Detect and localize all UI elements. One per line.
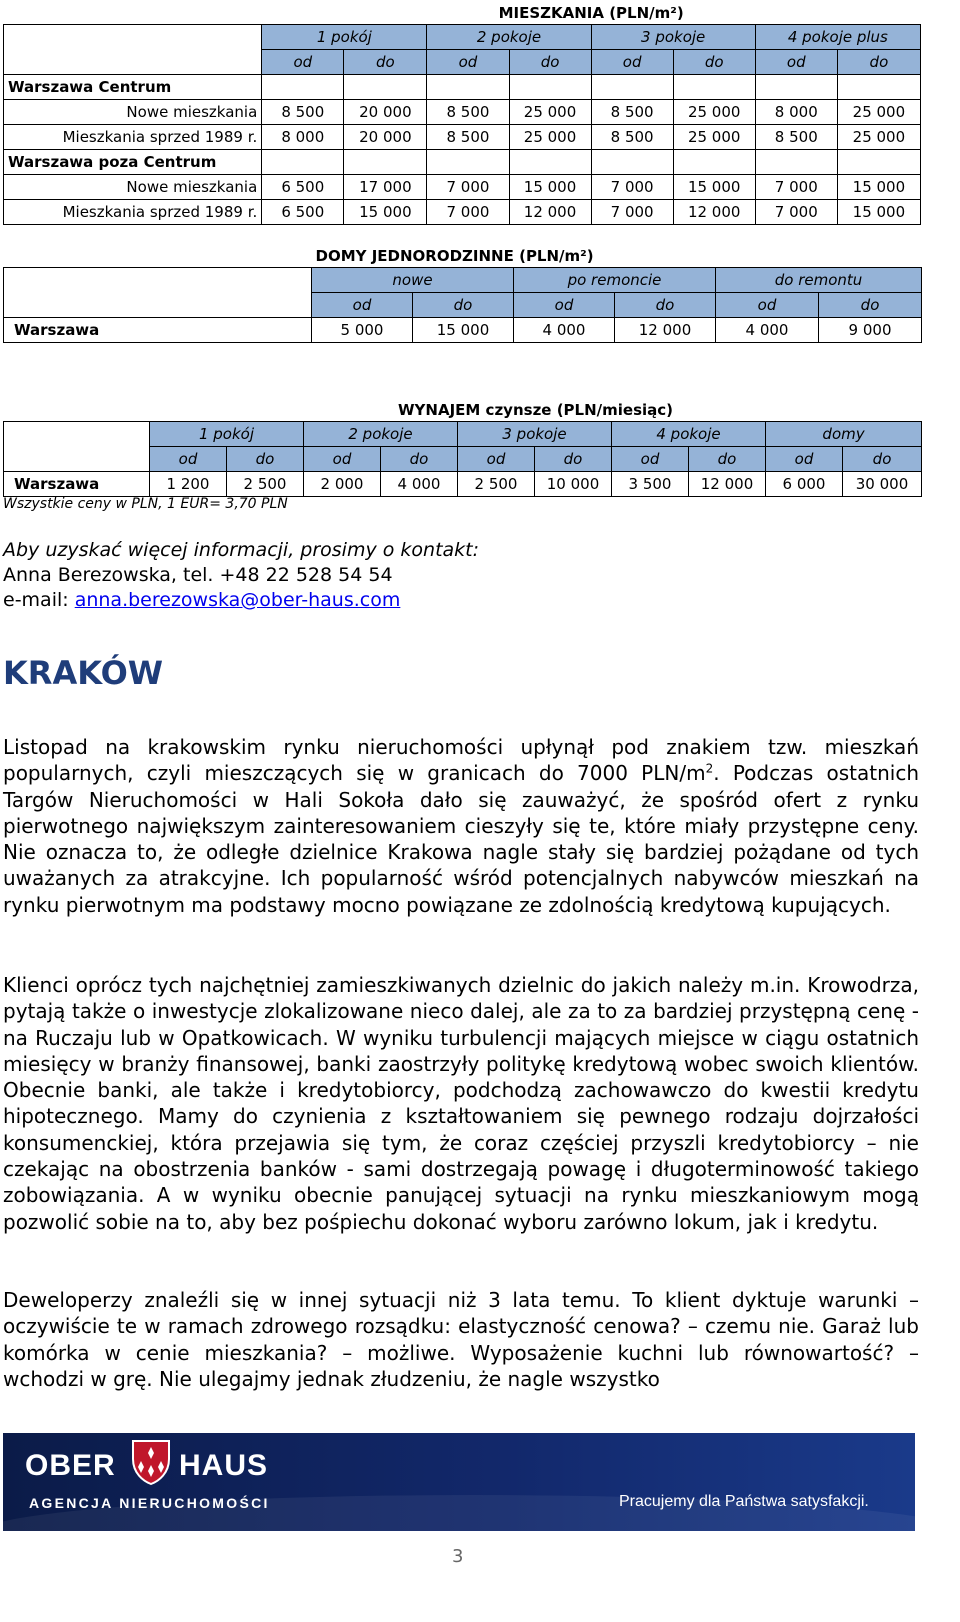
subheader-cell: od [427,50,509,75]
subheader-cell: do [615,293,716,318]
row-label: Nowe mieszkania [4,100,262,125]
value-cell: 8 500 [427,100,509,125]
value-cell: 12 000 [615,318,716,343]
paragraph [3,734,919,918]
value-cell: 25 000 [837,100,920,125]
value-cell: 12 000 [509,200,591,225]
group-header: 1 pokój [150,422,304,447]
value-cell: 20 000 [344,125,427,150]
value-cell: 2 500 [227,472,304,497]
contact-person: Anna Berezowska, tel. +48 22 528 54 54 [3,564,393,586]
subheader-cell: do [413,293,514,318]
value-cell: 3 500 [612,472,689,497]
subheader-cell: do [344,50,427,75]
value-cell: 1 200 [150,472,227,497]
value-cell: 9 000 [819,318,922,343]
value-cell: 15 000 [837,200,920,225]
value-cell: 8 500 [591,125,673,150]
value-cell: 8 500 [755,125,837,150]
section-title: KRAKÓW [3,654,164,692]
paragraph-text: . Podczas ostatnich Targów Nieruchomości w Hali Sokoła dało się zauważyć, że spośród ofert z rynku pierwotnego największym zainteresowaniem cieszyły się te, które miały przystępne ceny. Nie oznacza to, że odległe dzielnice Krakowa nagle stały się bardziej pożądane od tych uważanych za atrakcyjne. Ich popularność wśród potencjalnych nabywców mieszkań na rynku pierwotnym ma podstawy mocno powiązane ze zdolnością kredytową kupujących. [3,761,919,917]
paragraph: Klienci oprócz tych najchętniej zamieszkiwanych dzielnic do jakich należy m.in. Krowodrza, pytają także o inwestycje zlokalizowane nieco dalej, ale za to za bardziej przystępną cenę - na Ruczaju lub w Opatkowicach. W wyniku turbulencji mających miejsce w ciągu ostatnich miesięcy w branży finansowej, banki zaostrzyły politykę kredytową wobec swoich klientów. Obecnie banki, ale także i kredytobiorcy, podchodzą zachowawczo do kwestii kredytu hipotecznego. Mamy do czynienia z kształtowaniem się pewnego rodzaju dojrzałości konsumenckiej, która przejawia się tym, że coraz częściej przyszli kredytobiorcy – nie czekając na obostrzenia banków - sami dostrzegają powagę i długoterminowość takiego zobowiązania. A w wyniku obecnie panującej sytuacji na rynku mieszkaniowym mogą pozwolić sobie na to, aby bez pośpiechu dokonać wyboru zarówno lokum, jak i kredytu. [3,973,919,1234]
subheader-cell: do [509,50,591,75]
value-cell: 20 000 [344,100,427,125]
value-cell: 25 000 [673,125,755,150]
value-cell: 15 000 [413,318,514,343]
subheader-cell: od [312,293,413,318]
subheader-cell: do [227,447,304,472]
group-header: 4 pokoje [612,422,766,447]
group-header: 3 pokoje [591,25,755,50]
contact-block [3,538,479,613]
value-cell: 6 500 [262,175,344,200]
subheader-cell: od [612,447,689,472]
value-cell: 7 000 [591,175,673,200]
subheader-cell: od [150,447,227,472]
subheader-cell: do [843,447,922,472]
value-cell: 12 000 [673,200,755,225]
table-row [4,200,921,225]
value-cell: 5 000 [312,318,413,343]
subheader-cell: od [716,293,819,318]
currency-note: Wszystkie ceny w PLN, 1 EUR= 3,70 PLN [3,496,288,512]
footer-banner [3,1433,915,1531]
group-header: po remoncie [514,268,716,293]
contact-intro: Aby uzyskać więcej informacji, prosimy o kontakt: [3,539,480,561]
table-corner [4,268,312,318]
row-label: Warszawa [4,472,150,497]
rent-table-title: WYNAJEM czynsze (PLN/miesiąc) [398,401,674,419]
value-cell: 4 000 [514,318,615,343]
value-cell: 15 000 [673,175,755,200]
section-row [4,75,921,100]
group-header: 1 pokój [262,25,427,50]
value-cell: 15 000 [344,200,427,225]
subheader-cell: do [381,447,458,472]
houses-price-table [3,243,922,343]
value-cell: 4 000 [716,318,819,343]
value-cell: 2 000 [304,472,381,497]
page-number: 3 [452,1546,464,1567]
brand-name-left: OBER [25,1449,116,1482]
subheader-cell: do [837,50,920,75]
value-cell: 2 500 [458,472,535,497]
subheader-cell: do [819,293,922,318]
subheader-cell: od [591,50,673,75]
group-header: 2 pokoje [304,422,458,447]
table-row [4,125,921,150]
brand-name-right: HAUS [179,1449,269,1482]
value-cell: 4 000 [381,472,458,497]
subheader-cell: od [755,50,837,75]
ober-haus-crest-icon [131,1439,171,1485]
section-label: Warszawa Centrum [4,75,262,100]
group-header: 4 pokoje plus [755,25,920,50]
group-header: nowe [312,268,514,293]
value-cell: 12 000 [689,472,766,497]
table-corner [4,422,150,472]
subheader-cell: do [673,50,755,75]
paragraph-text: Listopad na krakowskim rynku nieruchomości upłynął pod znakiem tzw. mieszkań popularnych, czyli mieszczących się w granicach do 7000 PLN/m [3,735,919,786]
brand-tagline: AGENCJA NIERUCHOMOŚCI [29,1495,270,1511]
group-header: domy [766,422,922,447]
subheader-cell: do [535,447,612,472]
value-cell: 30 000 [843,472,922,497]
group-header: 2 pokoje [427,25,591,50]
table-row [4,100,921,125]
section-row [4,150,921,175]
rent-price-table [3,397,922,497]
section-label: Warszawa poza Centrum [4,150,262,175]
table-row [4,175,921,200]
value-cell: 25 000 [509,125,591,150]
row-label: Mieszkania sprzed 1989 r. [4,125,262,150]
apartments-table-title: MIESZKANIA (PLN/m²) [498,4,684,22]
value-cell: 7 000 [427,200,509,225]
subheader-cell: od [304,447,381,472]
value-cell: 15 000 [509,175,591,200]
table-row [4,318,922,343]
paragraph: Deweloperzy znaleźli się w innej sytuacji niż 3 lata temu. To klient dyktuje warunki – oczywiście te w ramach zdrowego rozsądku: elastyczność cenowa? – czemu nie. Garaż lub komórka w cenie mieszkania? – możliwe. Wyposażenie kuchni lub równowartość? – wchodzi w grę. Nie ulegajmy jednak złudzeniu, że nagle wszystko [3,1288,919,1391]
subheader-cell: do [689,447,766,472]
superscript: 2 [705,761,714,776]
value-cell: 7 000 [591,200,673,225]
value-cell: 25 000 [673,100,755,125]
row-label: Warszawa [4,318,312,343]
group-header: 3 pokoje [458,422,612,447]
value-cell: 8 500 [262,100,344,125]
subheader-cell: od [514,293,615,318]
contact-email-line [3,588,479,613]
subheader-cell: od [766,447,843,472]
value-cell: 8 000 [755,100,837,125]
subheader-cell: od [262,50,344,75]
value-cell: 7 000 [755,200,837,225]
value-cell: 8 500 [591,100,673,125]
subheader-cell: od [458,447,535,472]
value-cell: 6 500 [262,200,344,225]
value-cell: 6 000 [766,472,843,497]
houses-table-title: DOMY JEDNORODZINNE (PLN/m²) [315,247,594,265]
table-row [4,472,922,497]
value-cell: 15 000 [837,175,920,200]
brand-slogan: Pracujemy dla Państwa satysfakcji. [619,1493,869,1510]
value-cell: 25 000 [509,100,591,125]
value-cell: 10 000 [535,472,612,497]
row-label: Mieszkania sprzed 1989 r. [4,200,262,225]
email-label: e-mail: [3,589,75,611]
value-cell: 25 000 [837,125,920,150]
value-cell: 17 000 [344,175,427,200]
value-cell: 8 500 [427,125,509,150]
value-cell: 8 000 [262,125,344,150]
table-corner [4,25,262,75]
row-label: Nowe mieszkania [4,175,262,200]
group-header: do remontu [716,268,922,293]
email-link[interactable]: anna.berezowska@ober-haus.com [74,589,401,611]
apartments-price-table [3,0,921,225]
value-cell: 7 000 [427,175,509,200]
value-cell: 7 000 [755,175,837,200]
